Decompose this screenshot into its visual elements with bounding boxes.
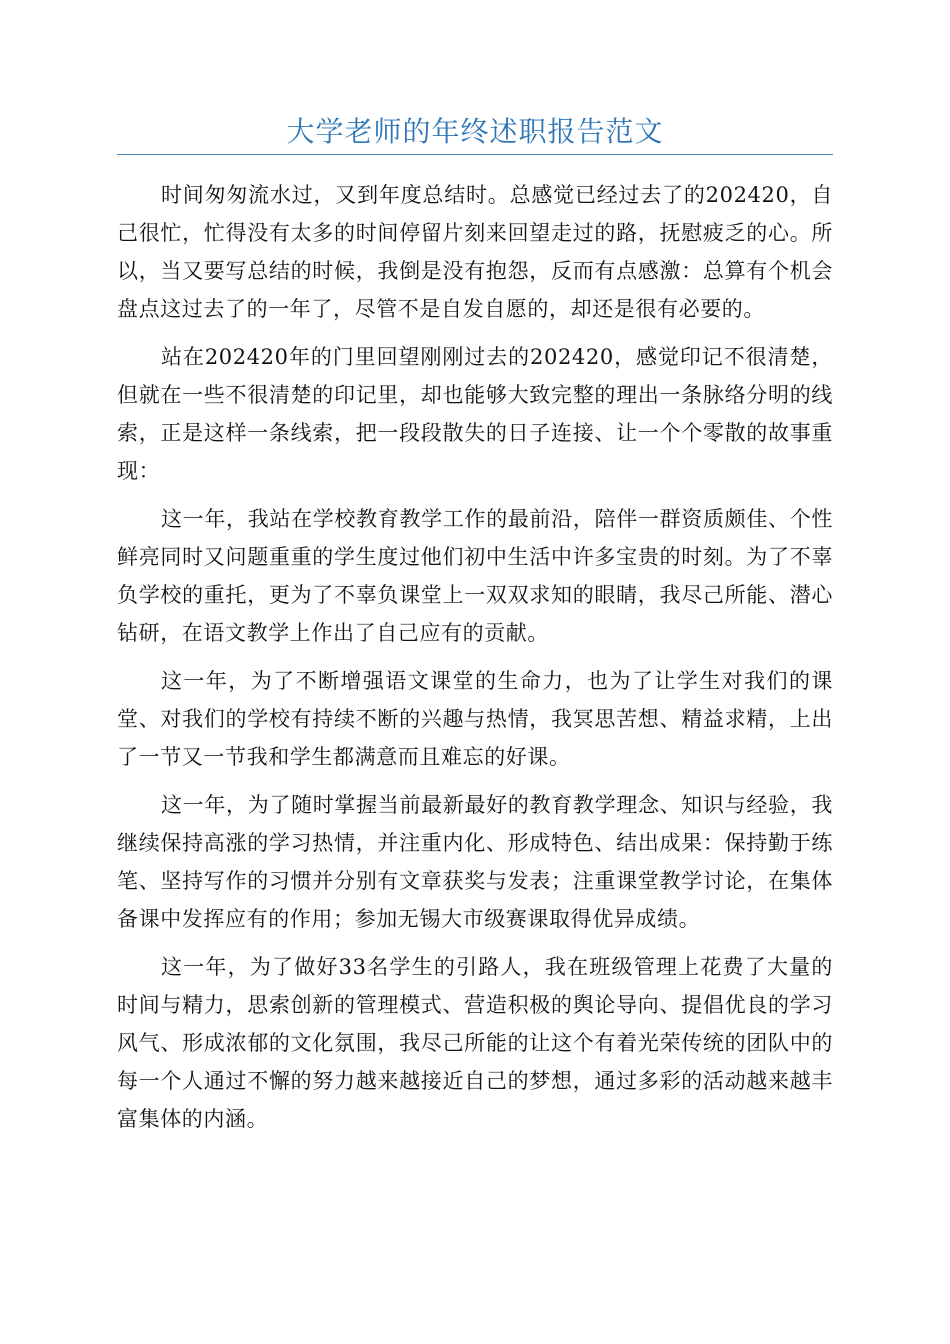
document-body: [117, 176, 833, 1148]
paragraph: 这一年，为了随时掌握当前最新最好的教育教学理念、知识与经验，我继续保持高涨的学习热情，并注重内化、形成特色、结出成果：保持勤于练笔、坚持写作的习惯并分别有文章获奖与发表；注重课堂教学讨论，在集体备课中发挥应有的作用；参加无锡大市级赛课取得优异成绩。: [117, 793, 833, 931]
paragraph: 这一年，为了不断增强语文课堂的生命力，也为了让学生对我们的课堂、对我们的学校有持续不断的兴趣与热情，我冥思苦想、精益求精，上出了一节又一节我和学生都满意而且难忘的好课。: [117, 669, 833, 769]
paragraph: 这一年，为了做好33名学生的引路人，我在班级管理上花费了大量的时间与精力，思索创新的管理模式、营造积极的舆论导向、提倡优良的学习风气、形成浓郁的文化氛围，我尽己所能的让这个有着光荣传统的团队中的每一个人通过不懈的努力越来越接近自己的梦想，通过多彩的活动越来越丰富集体的内涵。: [117, 955, 833, 1131]
paragraph: 站在202420年的门里回望刚刚过去的202420，感觉印记不很清楚，但就在一些不很清楚的印记里，却也能够大致完整的理出一条脉络分明的线索，正是这样一条线索，把一段段散失的日子连接、让一个个零散的故事重现：: [117, 345, 833, 483]
title-underline: [117, 154, 833, 155]
paragraph: 时间匆匆流水过，又到年度总结时。总感觉已经过去了的202420，自己很忙，忙得没有太多的时间停留片刻来回望走过的路，抚慰疲乏的心。所以，当又要写总结的时候，我倒是没有抱怨，反而有点感激：总算有个机会盘点这过去了的一年了，尽管不是自发自愿的，却还是很有必要的。: [117, 183, 833, 321]
paragraph: 这一年，我站在学校教育教学工作的最前沿，陪伴一群资质颇佳、个性鲜亮同时又问题重重的学生度过他们初中生活中许多宝贵的时刻。为了不辜负学校的重托，更为了不辜负课堂上一双双求知的眼睛，我尽己所能、潜心钻研，在语文教学上作出了自己应有的贡献。: [117, 507, 833, 645]
document-title: 大学老师的年终述职报告范文: [286, 115, 664, 148]
